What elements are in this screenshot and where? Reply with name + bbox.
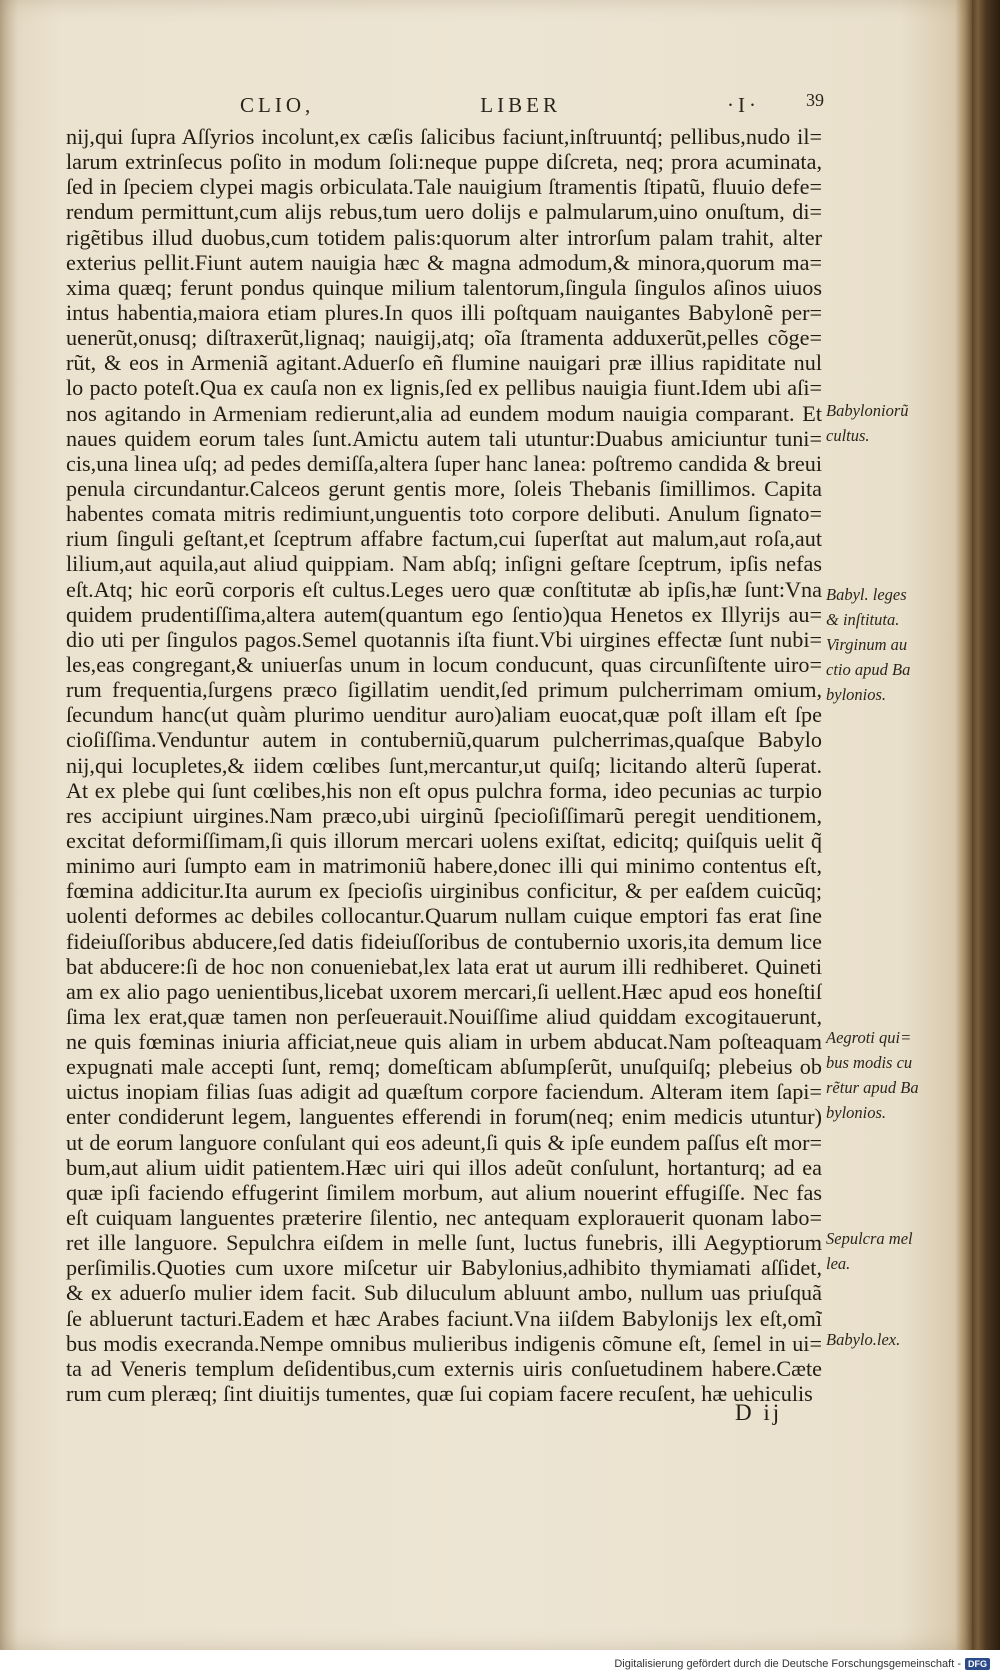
text-line: rium ſinguli geſtant,et ſceptrum affabre factum,cui ſuperſtat aut malum,aut roſa,aut [66,526,822,552]
text-line: dio uti per ſingulos pagos.Semel quotannis iſta fiunt.Vbi uirgines effectæ ſunt nubi= [66,626,822,652]
margin-note-aegroti [826,1025,966,1125]
text-line: habentes comata mitris redimiunt,unguentis toto corpore delibuti. Anulum ſignato= [66,501,822,527]
text-line: rendum permittunt,cum alijs rebus,tum uero dolijs e palmularum,uino onuſtum, di= [66,199,822,225]
text-line: ut de eorum languore conſulant qui eos adeunt,ſi quis & ipſe eundem paſſus eſt mor= [66,1129,822,1155]
text-line: eſt cuiquam languentes præterire ſilentio, nec antequam explorauerit quonam labo= [66,1205,822,1231]
text-line: bum,aut alium uidit patientem.Hæc uiri qui illos adeũt conſulunt, hortanturq; ad ea [66,1154,822,1180]
text-line: excitat deformiſſimam,ſi quis illorum mercari uolens exiſtat, edicitq; quiſquis uelit q̃ [66,827,822,853]
margin-note-line: Aegroti qui= [826,1028,912,1047]
folio-number: 39 [806,90,824,110]
margin-note-sepulcra [826,1226,966,1276]
text-line: cioſiſſima.Venduntur autem in contuberniũ,quarum pulcherrimas,quaſque Babylo [66,727,822,753]
text-line: ſe abluerunt tacturi.Eadem et hæc Arabes faciunt.Vna iiſdem Babylonijs lex eſt,omĩ [66,1305,822,1331]
margin-note-line: Sepulcra mel [826,1229,913,1248]
text-line: quæ ipſi faciendo effugerint ſimilem morbum, aut alium nouerint effugiſſe. Nec fas [66,1179,822,1205]
text-line: minimo auri ſumpto eam in matrimoniũ habere,donec illi qui minimo contentus eſt, [66,853,822,879]
text-line: bat abducere:ſi de hoc non conueniebat,lex lata erat ut aurum illi redhiberet. Quineti [66,953,822,979]
text-line: fœmina addicitur.Ita aurum ex ſpecioſis uirginibus conficitur, & per eaſdem cuicũq; [66,878,822,904]
text-line: rum cum pleræq; ſint diuitijs tumentes, quæ ſui copiam facere recuſent, hæ uehiculis [66,1381,813,1407]
text-line: ta ad Veneris templum deſidentibus,cum externis uiris conſuetudinem habere.Cæte [66,1355,822,1381]
text-line: At ex plebe qui ſunt cœlibes,his non eſt opus pulchra forma, ideo pecunias ac turpio [66,777,822,803]
footer-text: Digitalisierung gefördert durch die Deutsche Forschungsgemeinschaft - [614,1658,961,1670]
footer-bar [0,1650,1000,1678]
text-line: ne quis fœminas iniuria afficiat,neue quis aliam in urbem abducat.Nam poſteaquam [66,1029,822,1055]
text-line: ſed in ſpeciem clypei magis orbiculata.Tale nauigium ſtramentis ſtipatũ, fluuio defe= [66,174,822,200]
margin-note-line: Babyl. leges [826,585,907,604]
text-line: larum extrinſecus poſito in modum ſoli:neque puppe diſcreta, neq; prora acuminata, [66,149,822,175]
running-head-right: ·I· [727,93,760,117]
margin-note-babyloniorum-cultus [826,398,966,448]
text-line: am ex alio pago uenientibus,licebat uxorem mercari,ſi uellent.Hæc apud eos honeſtiſ [66,978,822,1004]
text-line: quidem prudentiſſima,altera autem(quantum ego ſentio)qua Henetos ex Illyrijs au= [66,601,822,627]
text-line: exterius pellit.Fiunt autem nauigia hæc & magna admodum,& minora,quorum ma= [66,249,822,275]
margin-note-line: rẽtur apud Ba [826,1078,919,1097]
margin-note-line: cultus. [826,426,870,445]
margin-note-line: bylonios. [826,685,887,704]
margin-note-line: lea. [826,1254,851,1273]
text-line: ret ille languore. Sepulchra eiſdem in melle ſunt, luctus funebris, illi Aegyptiorum [66,1230,822,1256]
margin-note-line: bylonios. [826,1103,887,1122]
signature-mark: D ij [735,1400,783,1425]
margin-note-line: bus modis cu [826,1053,913,1072]
margin-note-line: Babyloniorũ [826,401,909,420]
text-line: intus habentia,maiora etiam plures.In quos illi poſtquam nauigantes Babylonẽ per= [66,299,822,325]
text-line: eſt.Atq; hic eorũ corporis eſt cultus.Leges uero quæ conſtitutæ ab ipſis,hæ ſunt:Vna [66,576,822,602]
text-line: naues quidem eorum tales ſunt.Amictu autem tali utuntur:Duabus amiciuntur tuni= [66,425,822,451]
text-line: ſima lex erat,quæ tamen non perſeuerauit.Nouiſſime aliud quiddam excogitauerunt, [66,1003,822,1029]
text-line: ſecundum hanc(ut quàm plurimo uenditur auro)aliam euocat,quæ poſt illam eſt ſpe [66,702,822,728]
text-line: bus modis execranda.Nempe omnibus mulieribus indigenis cõmune eſt, ſemel in ui= [66,1330,822,1356]
text-line: perſimilis.Quoties cum uxore miſcetur uir Babylonius,adhibito thymiamati aſſidet, [66,1255,822,1281]
text-line: lo pacto poteſt.Qua ex cauſa non ex lignis,ſed ex pellibus nauigia fiunt.Idem ubi aſi= [66,375,822,401]
book-edge [972,0,1000,1650]
text-line: nij,qui locupletes,& iidem cœlibes ſunt,mercantur,ut quiſq; licitando alterũ ſuperat. [66,752,822,778]
text-line: uictus inopiam filias ſuas adigit ad quæſtum corpore faciendum. Alteram item ſapi= [66,1079,822,1105]
text-line: nos agitando in Armeniam redierunt,alia ad eundem modum nauigia comparant. Et [66,400,822,426]
text-line: expugnati male accepti ſunt, remq; domeſticam abſumpſerũt, unuſquiſq; plebeius ob [66,1054,822,1080]
text-line: rũt, & eos in Armeniã agitant.Aduerſo eñ flumine nauigari præ illius rapiditate nul [66,350,822,376]
text-line: & ex aduerſo mulier idem facit. Sub diluculum abluunt ambo, nullum uas priuſquã [66,1280,822,1306]
text-line: fideiuſſoribus abducere,ſed datis fideiuſſoribus de contubernio uxoris,ita demum lice [66,928,822,954]
running-head [240,93,760,118]
text-line: enter condiderunt legem, languentes efferendi in forum(neq; enim medicis utuntur) [66,1104,822,1130]
text-line: uolenti deformes ac debiles collocantur.Quarum nullam cuique emptori fas erat ſine [66,903,822,929]
margin-note-babyl-leges [826,582,966,707]
margin-note-line: Babylo.lex. [826,1330,901,1349]
text-line: penula circundantur.Calceos gerunt gentis more, ſoleis Thebanis ſimillimos. Capita [66,475,822,501]
text-line: les,eas congregant,& uniuerſas unum in locum conducunt, quas circunſiſtente uiro= [66,651,822,677]
text-line: rigẽtibus illud duobus,cum totidem palis:quorum alter introrſum palam trahit, alter [66,224,822,250]
text-line: xima quæq; ferunt pondus quinque milium talentorum,ſingula ſingulos aſinos uiuos [66,274,822,300]
dfg-logo: DFG [965,1658,990,1670]
main-text-block [66,124,822,1406]
margin-note-line: Virginum au [826,635,908,654]
text-line: rum frequentia,ſurgens præco ſigillatim uendit,ſed primum pulcherrimam omium, [66,677,822,703]
text-line: uenerũt,onusq; diſtraxerũt,lignaq; nauigij,atq; oĩa ſtramenta adduxerũt,pelles cõge= [66,325,822,351]
text-line: cis,una linea uſq; ad pedes demiſſa,altera ſuper hanc lanea: poſtremo candida & breui [66,450,822,476]
margin-note-line: & inſtituta. [826,610,900,629]
running-head-center: LIBER [480,93,561,117]
margin-note-babylo-lex [826,1327,966,1352]
running-head-left: CLIO, [240,93,315,117]
text-line: lilium,aut aquila,aut aliud quippiam. Nam abſq; inſigni geſtare ſceptrum, ipſis nefas [66,551,822,577]
text-line: nij,qui ſupra Aſſyrios incolunt,ex cæſis ſalicibus faciunt,inſtruuntq́; pellibus,nudo il= [66,124,822,149]
margin-note-line: ctio apud Ba [826,660,911,679]
text-line: res accipiunt uirgines.Nam præco,ubi uirginũ ſpecioſiſſimarũ peregit uenditionem, [66,802,822,828]
